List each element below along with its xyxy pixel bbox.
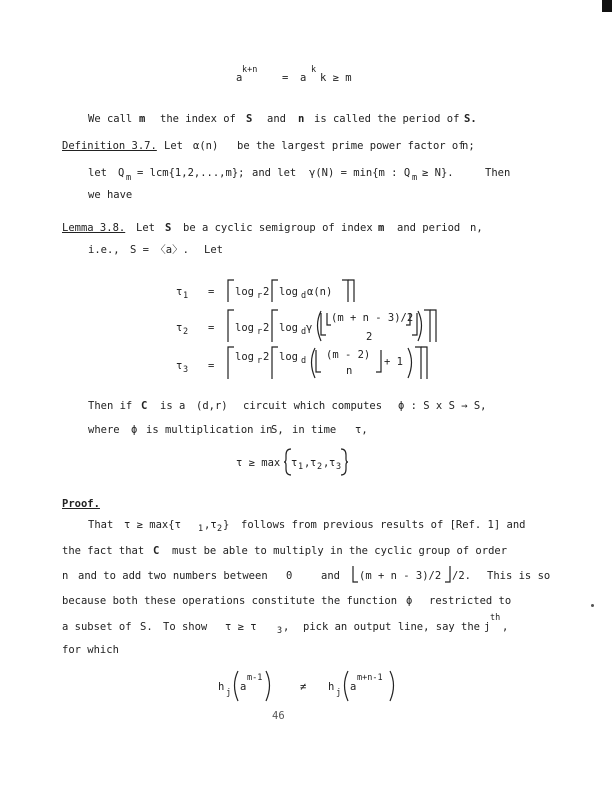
text: m+n-1 <box>357 673 383 683</box>
text: a <box>240 681 247 693</box>
text: γ(N) = min{m : Q <box>309 167 411 179</box>
text: S = 〈a〉. <box>130 244 189 256</box>
text: /2. <box>452 570 471 582</box>
text: = <box>208 360 215 372</box>
paren-open <box>341 671 342 672</box>
text: 1 <box>183 291 189 301</box>
text: log <box>235 322 254 334</box>
text: the index of <box>160 113 236 125</box>
paren-close <box>408 348 409 349</box>
text: α(n) <box>307 286 333 298</box>
text: n <box>62 570 69 582</box>
text: = <box>208 286 215 298</box>
text: Let <box>136 222 155 234</box>
text: the fact that <box>62 545 145 557</box>
text: 2 <box>263 286 270 298</box>
text: 3 <box>183 365 189 375</box>
text: S <box>165 222 172 234</box>
text: a <box>350 681 357 693</box>
text: , <box>323 457 330 469</box>
text: Then if <box>88 400 133 412</box>
text: S. <box>140 621 153 633</box>
ceil-bracket-open <box>272 280 273 281</box>
text: n; <box>462 140 475 152</box>
text: r <box>257 291 263 301</box>
text: n, <box>470 222 483 234</box>
text: = lcm{1,2,...,m}; <box>137 167 245 179</box>
text: h <box>328 681 335 693</box>
text: + 1 <box>384 356 403 368</box>
text: Q <box>118 167 125 179</box>
text: τ <box>291 457 298 469</box>
text: γ <box>306 322 313 334</box>
text: τ ≥ τ <box>225 621 257 633</box>
text: 2 <box>263 351 270 363</box>
text: 2 <box>263 322 270 334</box>
text: ϕ <box>131 424 138 436</box>
text: log <box>279 351 298 363</box>
brace-close <box>341 449 342 450</box>
text: be the largest prime power factor of <box>237 140 465 152</box>
text: 1 <box>298 462 304 472</box>
text: α(n) <box>193 140 219 152</box>
text: j <box>226 688 232 698</box>
text: τ <box>176 360 183 372</box>
text: a subset of <box>62 621 132 633</box>
text: m-1 <box>247 673 263 683</box>
definition-heading: Definition 3.7. <box>62 140 157 152</box>
paren-close <box>418 311 419 312</box>
text: is called the period of <box>314 113 460 125</box>
text: th <box>490 613 501 623</box>
text: r <box>257 327 263 337</box>
text: C <box>141 400 148 412</box>
text: d <box>301 356 307 366</box>
text: This is so <box>487 570 551 582</box>
ceil-bracket-open <box>228 347 229 348</box>
eq-cond: k ≥ m <box>320 72 352 84</box>
ceil-bracket-close <box>415 347 416 348</box>
text: (m - 2) <box>326 349 371 361</box>
ceil-bracket-close <box>421 347 422 348</box>
text: i.e., <box>88 244 120 256</box>
text: h <box>218 681 225 693</box>
paren-open <box>231 671 232 672</box>
text: and period <box>397 222 461 234</box>
eq-equals: = <box>282 72 289 84</box>
ceil-bracket-open <box>272 347 273 348</box>
text: n <box>298 113 305 125</box>
ceil-bracket-close <box>424 310 425 311</box>
text: (d,r) <box>196 400 228 412</box>
floor-bracket-open <box>321 313 322 314</box>
brace-open <box>284 449 285 450</box>
text: and <box>267 113 286 125</box>
text: 3 <box>336 462 342 472</box>
text: log <box>279 322 298 334</box>
text: is a <box>160 400 186 412</box>
text: j <box>484 621 491 633</box>
text: let <box>88 167 107 179</box>
scan-corner-mark <box>602 0 612 12</box>
text: C <box>153 545 160 557</box>
text: Let <box>164 140 183 152</box>
text: n <box>346 365 353 377</box>
ceil-bracket-open <box>228 280 229 281</box>
text: in time <box>292 424 337 436</box>
text: 2 <box>317 462 323 472</box>
floor-bracket-close <box>406 313 407 314</box>
floor-bracket-open <box>353 566 354 567</box>
lemma-heading: Lemma 3.8. <box>62 222 126 234</box>
text: Let <box>204 244 223 256</box>
text: follows from previous results of [Ref. 1] and <box>241 519 526 531</box>
text: ≥ N}. <box>422 167 454 179</box>
text: m <box>139 113 146 125</box>
text: 3 <box>277 626 283 636</box>
text: r <box>257 356 263 366</box>
text: τ <box>329 457 336 469</box>
text: , <box>304 457 311 469</box>
text: ≠ <box>300 681 307 693</box>
text: That <box>88 519 114 531</box>
ceil-bracket-close <box>342 280 343 281</box>
text: τ <box>176 322 183 334</box>
floor-bracket-open <box>327 313 328 314</box>
paren-close <box>390 671 391 672</box>
text: 2 <box>217 524 223 534</box>
proof-heading: Proof. <box>62 498 100 510</box>
text: pick an output line, say the <box>303 621 481 633</box>
text: log <box>279 286 298 298</box>
text: Then <box>485 167 511 179</box>
text: where <box>88 424 120 436</box>
paren-open <box>308 348 309 349</box>
text: (m + n - 3)/2 <box>331 312 414 324</box>
text: ϕ <box>406 595 413 607</box>
eq-exp: k+n <box>242 65 258 75</box>
text: restricted to <box>429 595 512 607</box>
text: m <box>412 173 418 183</box>
text: ,τ <box>204 519 217 531</box>
eq-a2: a <box>300 72 307 84</box>
ceil-bracket-open <box>228 310 229 311</box>
text: To show <box>163 621 208 633</box>
text: S. <box>464 113 477 125</box>
text: because both these operations constitute the function <box>62 595 398 607</box>
text: circuit which computes <box>243 400 383 412</box>
text: τ <box>310 457 317 469</box>
floor-bracket-close <box>445 566 446 567</box>
page-number: 46 <box>272 710 285 722</box>
text: 2 <box>366 331 373 343</box>
text: we have <box>88 189 133 201</box>
text: must be able to multiply in the cyclic group of order <box>172 545 508 557</box>
floor-bracket-close <box>376 350 377 351</box>
text: ϕ : S x S → S, <box>398 400 487 412</box>
floor-bracket-close <box>412 313 413 314</box>
text: j <box>336 688 342 698</box>
eq-exp2: k <box>311 65 317 75</box>
ceil-bracket-close <box>348 280 349 281</box>
text: τ, <box>355 424 368 436</box>
text: S, <box>271 424 284 436</box>
text: d <box>301 291 307 301</box>
scan-dot <box>591 604 594 607</box>
text: and to add two numbers between <box>78 570 268 582</box>
text: be a cyclic semigroup of index <box>183 222 373 234</box>
text: 0 <box>286 570 293 582</box>
text: , <box>283 621 290 633</box>
text: m <box>126 173 132 183</box>
text: τ ≥ max{τ <box>124 519 181 531</box>
text: m <box>378 222 385 234</box>
text: τ <box>176 286 183 298</box>
ceil-bracket-close <box>430 310 431 311</box>
text: log <box>235 286 254 298</box>
paren-open <box>314 311 315 312</box>
eq-a: a <box>236 72 243 84</box>
text: log <box>235 351 254 363</box>
text: (m + n - 3)/2 <box>359 570 442 582</box>
text: d <box>301 327 307 337</box>
text: and <box>321 570 340 582</box>
paren-close <box>266 671 267 672</box>
text: = <box>208 322 215 334</box>
text: 1 <box>198 524 204 534</box>
text: } <box>223 519 230 531</box>
ceil-bracket-open <box>272 310 273 311</box>
text: 2 <box>183 327 189 337</box>
text: is multiplication in <box>146 424 273 436</box>
text: , <box>502 621 509 633</box>
floor-bracket-open <box>316 350 317 351</box>
text: for which <box>62 644 119 656</box>
text: and let <box>252 167 297 179</box>
text: τ ≥ max <box>236 457 281 469</box>
text: S <box>246 113 253 125</box>
text: We call <box>88 113 133 125</box>
